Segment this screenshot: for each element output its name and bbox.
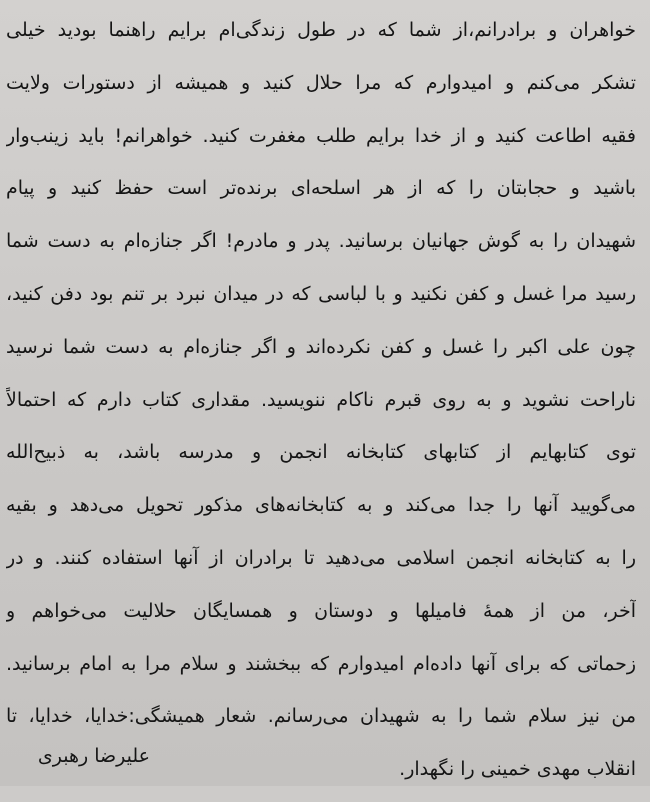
letter-body [6, 10, 636, 802]
text-line-10: می‌گویید آنها را جدا می‌کند و به کتابخانه‌های مذکور تحویل می‌دهد و بقیه [6, 494, 636, 517]
text-line-9: توی کتابهایم از کتابهای کتابخانه انجمن و مدرسه باشد، به ذبیح‌الله [6, 441, 636, 464]
text-line-2: تشکر می‌کنم و امیدوارم که مرا حلال کنید و همیشه از دستورات ولایت [6, 71, 636, 94]
text-line-11: را به کتابخانه انجمن اسلامی می‌دهید تا برادران از آنها استفاده کنند. و در [6, 546, 636, 569]
text-line-13: زحماتی که برای آنها داده‌ام امیدوارم که ببخشند و سلام مرا به امام برسانید. [6, 652, 636, 675]
text-line-5: شهیدان را به گوش جهانیان برسانید. پدر و مادرم! اگر جنازه‌ام به دست شما [6, 230, 636, 253]
text-line-4: باشید و حجابتان را که از هر اسلحه‌ای برنده‌تر است حفظ کنید و پیام [6, 177, 636, 200]
text-line-8: ناراحت نشوید و به روی قبرم ناکام ننویسید. مقداری کتاب دارم که احتمالاً [6, 388, 636, 411]
signature-name: علیرضا رهبری [37, 745, 150, 767]
text-line-1: خواهران و برادرانم،از شما که در طول زندگی‌ام برایم راهنما بودید خیلی [6, 19, 636, 41]
text-line-3: فقیه اطاعت کنید و از خدا برایم طلب مغفرت کنید. خواهرانم! باید زینب‌وار [6, 124, 636, 147]
text-line-7: چون علی اکبر را غسل و کفن نکرده‌اند و اگر جنازه‌ام به دست شما نرسید [6, 335, 636, 358]
text-line-6: رسید مرا غسل و کفن نکنید و با لباسی که در میدان نبرد بر تنم بود دفن کنید، [6, 282, 636, 305]
text-line-15: انقلاب مهدی خمینی را نگهدار. [399, 758, 636, 781]
text-line-12: آخر، من از همهٔ فامیلها و دوستان و همسایگان حلالیت می‌خواهم و [6, 599, 636, 622]
text-line-14: من نیز سلام شما را به شهیدان می‌رسانم. شعار همیشگی:خدایا، خدایا، تا [6, 705, 636, 728]
